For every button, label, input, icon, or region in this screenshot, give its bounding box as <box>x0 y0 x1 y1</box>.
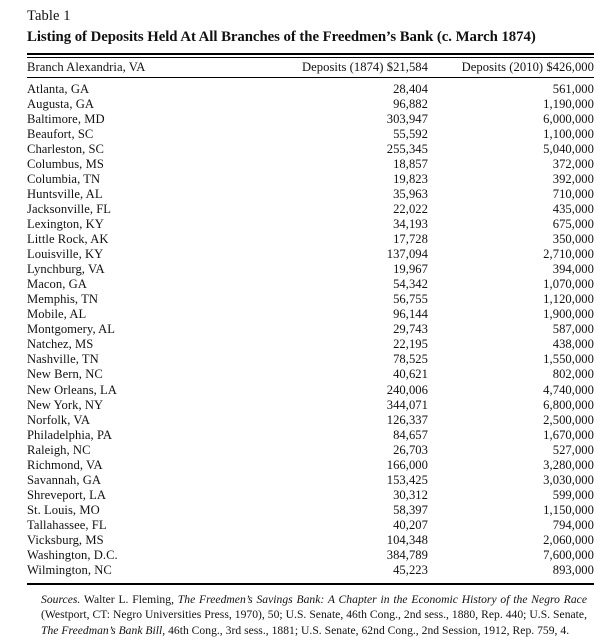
cell-deposits-2010: 1,150,000 <box>543 502 594 517</box>
cell-branch: Columbus, MS <box>27 156 104 171</box>
table-row <box>27 413 594 428</box>
table-row <box>27 367 594 382</box>
cell-deposits-1874: 84,657 <box>393 427 428 442</box>
cell-branch: Tallahassee, FL <box>27 517 107 532</box>
cell-deposits-2010: 1,070,000 <box>543 277 594 292</box>
cell-deposits-1874: 28,404 <box>393 81 428 96</box>
caption-block <box>27 7 594 47</box>
cell-deposits-1874: 137,094 <box>386 247 428 262</box>
table-row <box>27 518 594 533</box>
table-row <box>27 172 594 187</box>
cell-deposits-2010: 527,000 <box>552 442 594 457</box>
table-row <box>27 292 594 307</box>
table-header <box>27 58 594 78</box>
cell-deposits-1874: 56,755 <box>393 292 428 307</box>
table-row <box>27 503 594 518</box>
cell-branch: Columbia, TN <box>27 171 101 186</box>
cell-deposits-1874: 26,703 <box>393 442 428 457</box>
table-row <box>27 383 594 398</box>
cell-deposits-2010: 372,000 <box>552 156 594 171</box>
table-row <box>27 157 594 172</box>
cell-branch: Philadelphia, PA <box>27 427 112 442</box>
cell-deposits-1874: 45,223 <box>393 563 428 578</box>
cell-deposits-1874: 54,342 <box>393 277 428 292</box>
rule-thick-bottom <box>27 583 594 585</box>
cell-branch: St. Louis, MO <box>27 502 100 517</box>
cell-deposits-1874: 303,947 <box>386 111 428 126</box>
cell-deposits-2010: 1,900,000 <box>543 307 594 322</box>
source-text: (Westport, CT: Negro Universities Press, 1970), 50; U.S. Senate, 46th Cong., 2nd sess., 1880, Rep. 440; U.S. Senate, <box>41 608 587 622</box>
cell-deposits-2010: 350,000 <box>552 232 594 247</box>
table-row <box>27 428 594 443</box>
cell-deposits-2010: 1,100,000 <box>543 126 594 141</box>
source-note <box>41 592 587 638</box>
cell-branch: Louisville, KY <box>27 247 104 262</box>
cell-deposits-2010: 587,000 <box>552 322 594 337</box>
source-label: Sources. <box>41 593 81 607</box>
cell-branch: Little Rock, AK <box>27 232 109 247</box>
cell-deposits-2010: 394,000 <box>552 262 594 277</box>
table-row <box>27 458 594 473</box>
cell-deposits-2010: 1,550,000 <box>543 352 594 367</box>
cell-deposits-1874: 35,963 <box>393 186 428 201</box>
cell-branch: Shreveport, LA <box>27 487 107 502</box>
cell-deposits-2010: 893,000 <box>552 563 594 578</box>
table-row <box>27 443 594 458</box>
cell-deposits-1874: 55,592 <box>393 126 428 141</box>
table-row <box>27 488 594 503</box>
cell-deposits-1874: 40,621 <box>393 367 428 382</box>
cell-deposits-2010: 561,000 <box>552 81 594 96</box>
cell-branch: Richmond, VA <box>27 457 103 472</box>
cell-deposits-2010: 6,000,000 <box>543 111 594 126</box>
cell-branch: Lexington, KY <box>27 217 104 232</box>
table-row <box>27 112 594 127</box>
cell-deposits-1874: 29,743 <box>393 322 428 337</box>
cell-deposits-2010: 2,710,000 <box>543 247 594 262</box>
cell-branch: Savannah, GA <box>27 472 102 487</box>
cell-deposits-2010: 5,040,000 <box>543 141 594 156</box>
source-title-italic: The Freedman’s Bank Bill <box>41 623 163 637</box>
cell-branch: Montgomery, AL <box>27 322 116 337</box>
cell-deposits-2010: 7,600,000 <box>543 548 594 563</box>
cell-deposits-2010: 675,000 <box>552 217 594 232</box>
table-row <box>27 127 594 142</box>
cell-deposits-2010: 1,670,000 <box>543 427 594 442</box>
cell-branch: Beaufort, SC <box>27 126 94 141</box>
cell-deposits-2010: 794,000 <box>552 517 594 532</box>
table-row <box>27 548 594 563</box>
cell-branch: New Bern, NC <box>27 367 103 382</box>
table-row <box>27 217 594 232</box>
cell-deposits-2010: 6,800,000 <box>543 397 594 412</box>
cell-branch: Washington, D.C. <box>27 548 118 563</box>
cell-branch: Wilmington, NC <box>27 563 112 578</box>
table-bottom-rule <box>27 583 594 585</box>
cell-deposits-1874: 22,022 <box>393 201 428 216</box>
cell-deposits-1874: 240,006 <box>386 382 428 397</box>
cell-deposits-1874: 255,345 <box>386 141 428 156</box>
source-text: Walter L. Fleming, <box>80 593 178 607</box>
cell-branch: Augusta, GA <box>27 96 95 111</box>
cell-deposits-1874: 344,071 <box>386 397 428 412</box>
cell-deposits-2010: 438,000 <box>552 337 594 352</box>
cell-deposits-2010: 599,000 <box>552 487 594 502</box>
cell-branch: Norfolk, VA <box>27 412 91 427</box>
table-row <box>27 533 594 548</box>
cell-branch: Memphis, TN <box>27 292 98 307</box>
table-row <box>27 142 594 157</box>
cell-deposits-1874: 166,000 <box>386 457 428 472</box>
table-row <box>27 202 594 217</box>
cell-deposits-2010: 1,190,000 <box>543 96 594 111</box>
cell-deposits-1874: 17,728 <box>393 232 428 247</box>
cell-deposits-1874: 30,312 <box>393 487 428 502</box>
cell-deposits-2010: 392,000 <box>552 171 594 186</box>
cell-deposits-2010: 2,500,000 <box>543 412 594 427</box>
cell-deposits-1874: 19,823 <box>393 171 428 186</box>
cell-deposits-1874: 58,397 <box>393 502 428 517</box>
column-header-deposits-1874: Deposits (1874) $21,584 <box>301 59 428 74</box>
cell-deposits-1874: 384,789 <box>386 548 428 563</box>
cell-branch: Natchez, MS <box>27 337 94 352</box>
deposits-table <box>27 58 594 579</box>
cell-deposits-1874: 34,193 <box>393 217 428 232</box>
cell-deposits-1874: 40,207 <box>393 517 428 532</box>
header-row <box>27 58 594 78</box>
source-title-italic: The Freedmen’s Savings Bank: A Chapter in the Economic History of the Negro Race <box>177 593 587 607</box>
table-row <box>27 277 594 292</box>
cell-deposits-1874: 96,144 <box>393 307 428 322</box>
cell-branch: Lynchburg, VA <box>27 262 105 277</box>
column-header-branch: Branch Alexandria, VA <box>27 59 146 74</box>
table-row <box>27 352 594 367</box>
table-row <box>27 473 594 488</box>
table-row <box>27 398 594 413</box>
cell-deposits-2010: 2,060,000 <box>543 533 594 547</box>
cell-deposits-1874: 78,525 <box>393 352 428 367</box>
cell-deposits-2010: 802,000 <box>552 367 594 382</box>
cell-deposits-1874: 153,425 <box>386 472 428 487</box>
cell-branch: Huntsville, AL <box>27 186 103 201</box>
cell-branch: New Orleans, LA <box>27 382 117 397</box>
table-body <box>27 77 594 578</box>
table-row <box>27 97 594 112</box>
cell-deposits-2010: 435,000 <box>552 201 594 216</box>
cell-branch: Mobile, AL <box>27 307 87 322</box>
cell-branch: Baltimore, MD <box>27 111 105 126</box>
table-row <box>27 322 594 337</box>
source-text: , 46th Cong., 3rd sess., 1881; U.S. Senate, 62nd Cong., 2nd Session, 1912, Rep. 759, 4. <box>162 623 570 637</box>
cell-branch: Raleigh, NC <box>27 442 91 457</box>
cell-branch: Macon, GA <box>27 277 87 292</box>
column-header-deposits-2010: Deposits (2010) $426,000 <box>461 59 594 74</box>
cell-deposits-1874: 19,967 <box>393 262 428 277</box>
table-title: Listing of Deposits Held At All Branches of the Freedmen’s Bank (c. March 1874) <box>27 29 536 45</box>
cell-deposits-2010: 1,120,000 <box>543 292 594 307</box>
cell-deposits-1874: 126,337 <box>386 412 428 427</box>
table-row <box>27 262 594 277</box>
cell-branch: Charleston, SC <box>27 141 104 156</box>
table-row <box>27 247 594 262</box>
cell-deposits-2010: 3,030,000 <box>543 472 594 487</box>
cell-deposits-2010: 3,280,000 <box>543 457 594 472</box>
cell-deposits-1874: 104,348 <box>386 533 428 547</box>
cell-deposits-2010: 4,740,000 <box>543 382 594 397</box>
cell-branch: Vicksburg, MS <box>27 533 104 547</box>
table-number: Table 1 <box>27 8 71 24</box>
cell-branch: New York, NY <box>27 397 104 412</box>
cell-branch: Jacksonville, FL <box>27 201 112 216</box>
table-row <box>27 307 594 322</box>
table-row <box>27 77 594 97</box>
table-row <box>27 337 594 352</box>
cell-branch: Atlanta, GA <box>27 81 90 96</box>
cell-deposits-1874: 18,857 <box>393 156 428 171</box>
cell-branch: Nashville, TN <box>27 352 99 367</box>
table-row <box>27 563 594 578</box>
cell-deposits-1874: 22,195 <box>393 337 428 352</box>
table-row <box>27 187 594 202</box>
cell-deposits-2010: 710,000 <box>552 186 594 201</box>
cell-deposits-1874: 96,882 <box>393 96 428 111</box>
table-row <box>27 232 594 247</box>
